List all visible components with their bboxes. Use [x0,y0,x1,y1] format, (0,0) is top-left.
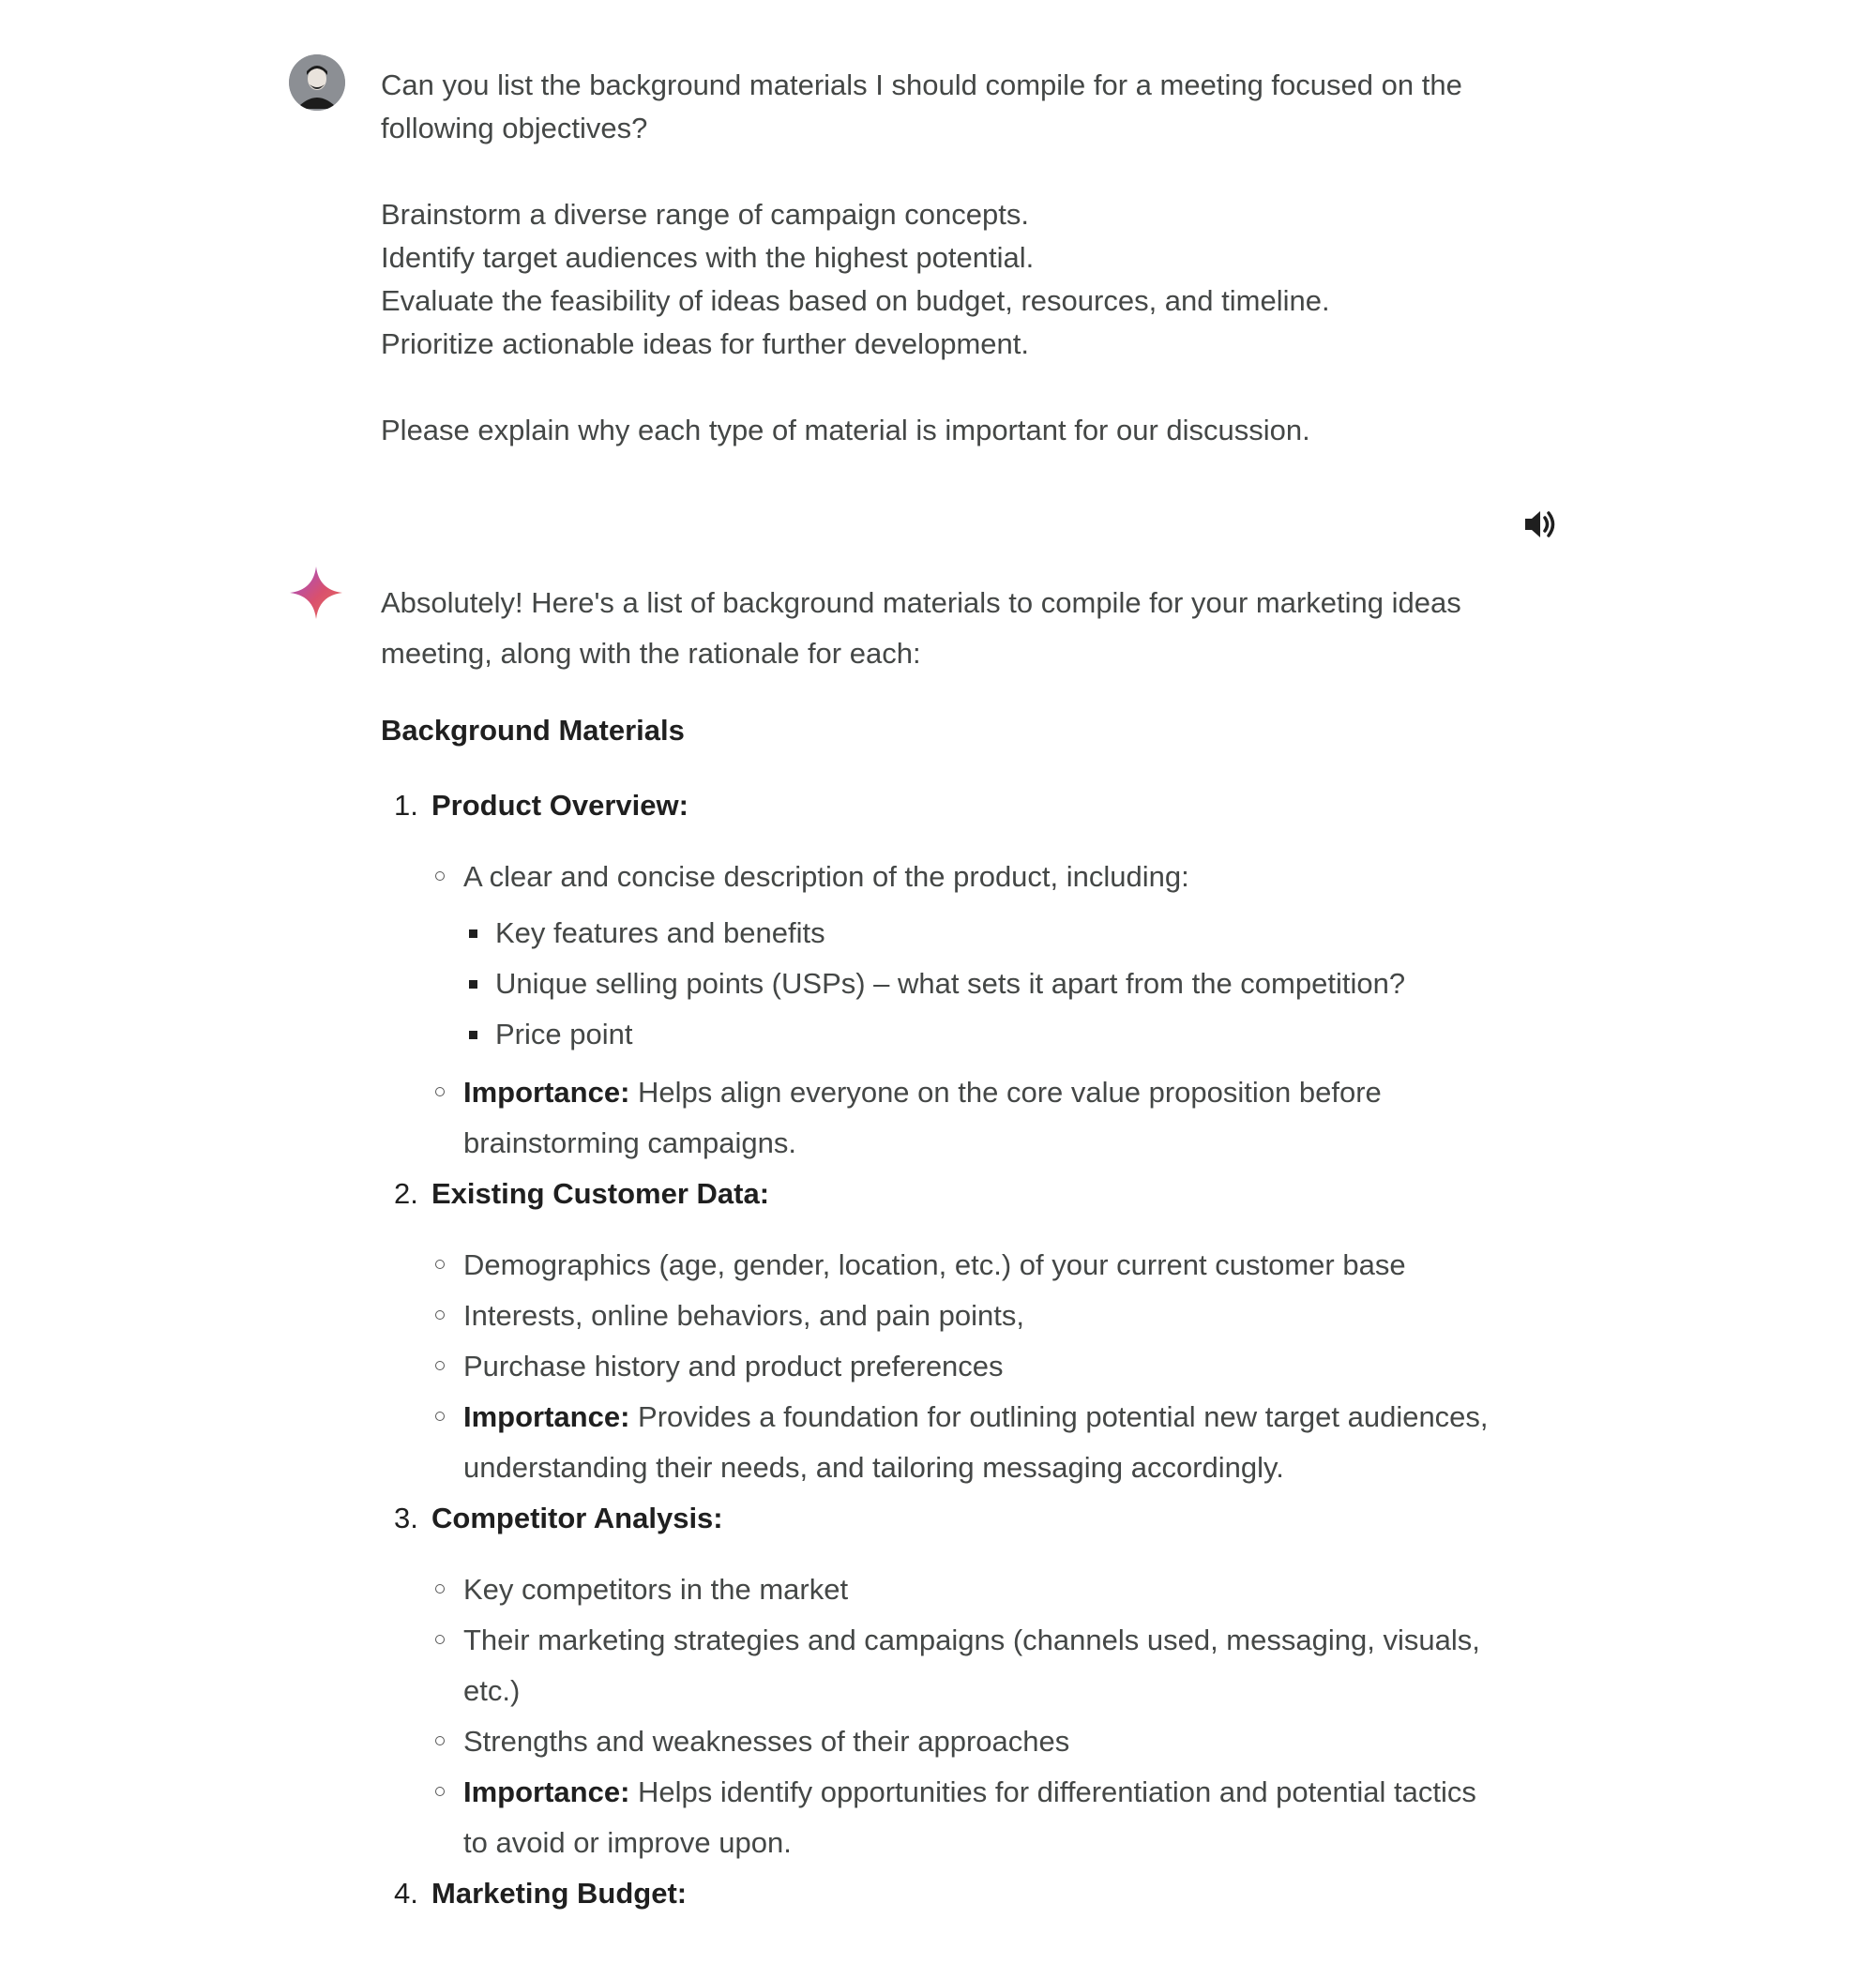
assistant-response [381,578,1506,1919]
importance-item [431,1392,1506,1493]
importance-label: Importance: [463,1400,630,1433]
item-number: 1. [394,789,418,822]
sub-item: Strengths and weaknesses of their approaches [431,1716,1506,1767]
prompt-line: Can you list the background materials I should compile for a meeting focused on the [381,68,1462,101]
nested-list [463,908,1506,1060]
objective-line: Prioritize actionable ideas for further development. [381,327,1029,360]
item-number: 3. [394,1502,418,1534]
sub-item: Purchase history and product preferences [431,1341,1506,1392]
prompt-line: following objectives? [381,112,648,144]
list-item [381,1169,1506,1493]
item-title: Competitor Analysis: [431,1502,723,1534]
response-intro-line: meeting, along with the rationale for each: [381,637,921,670]
sub-list [431,852,1506,1169]
objective-line: Brainstorm a diverse range of campaign concepts. [381,198,1029,231]
list-item [381,780,1506,1169]
item-title: Marketing Budget: [431,1877,688,1910]
sub-item: Demographics (age, gender, location, etc.) of your current customer base [431,1240,1506,1291]
list-item [381,1868,1506,1919]
importance-label: Importance: [463,1775,630,1808]
item-number: 2. [394,1177,418,1210]
sub-list [431,1564,1506,1868]
item-number: 4. [394,1877,418,1910]
user-prompt [381,64,1497,452]
objective-line: Identify target audiences with the highest potential. [381,241,1035,274]
gemini-sparkle-icon [288,565,344,621]
prompt-closing: Please explain why each type of material is important for our discussion. [381,414,1310,446]
importance-item [431,1767,1506,1868]
sub-list [431,1240,1506,1493]
importance-text: Helps identify opportunities for differentiation and potential tactics to avoid or improve upon. [463,1775,1476,1859]
nested-item: Price point [463,1009,1506,1060]
response-intro-line: Absolutely! Here's a list of background materials to compile for your marketing ideas [381,586,1461,619]
sub-item [431,852,1506,1060]
read-aloud-button[interactable] [1520,504,1561,545]
sub-item: Key competitors in the market [431,1564,1506,1615]
objective-line: Evaluate the feasibility of ideas based on budget, resources, and timeline. [381,284,1330,317]
sub-item: Their marketing strategies and campaigns (channels used, messaging, visuals, etc.) [431,1615,1506,1716]
sub-item: Interests, online behaviors, and pain points, [431,1291,1506,1341]
importance-label: Importance: [463,1076,630,1109]
item-title: Product Overview: [431,789,688,822]
sub-item-text: A clear and concise description of the product, including: [463,860,1189,893]
section-heading: Background Materials [381,714,685,747]
item-title: Existing Customer Data: [431,1177,770,1210]
nested-item: Unique selling points (USPs) – what sets it apart from the competition? [463,959,1506,1009]
importance-item [431,1067,1506,1169]
importance-text: Provides a foundation for outlining potential new target audiences, understanding their needs, and tailoring messaging accordingly. [463,1400,1489,1484]
user-avatar-icon[interactable] [289,54,345,111]
nested-item: Key features and benefits [463,908,1506,959]
speaker-icon [1520,504,1561,545]
importance-text: Helps align everyone on the core value proposition before brainstorming campaigns. [463,1076,1382,1159]
materials-list [381,780,1506,1919]
list-item [381,1493,1506,1868]
